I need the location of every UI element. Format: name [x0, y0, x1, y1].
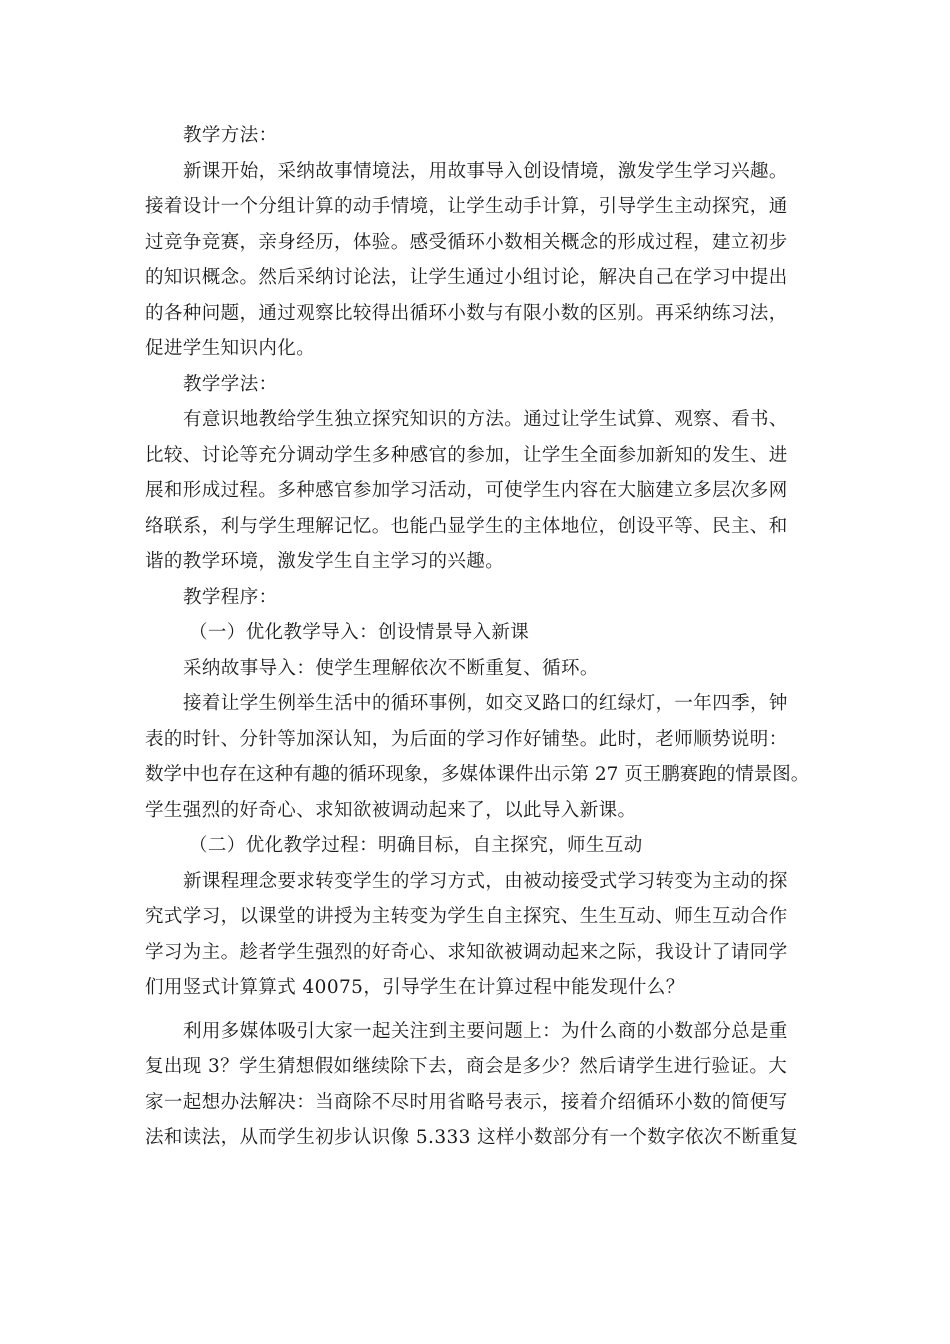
paragraph-line: 们用竖式计算算式 40075，引导学生在计算过程中能发现什么？: [145, 977, 685, 998]
paragraph-line: 展和形成过程。多种感官参加学习活动，可使学生内容在大脑建立多层次多网: [145, 480, 788, 501]
paragraph-line: 家一起想办法解决：当商除不尽时用省略号表示，接着介绍循环小数的简便写: [145, 1091, 788, 1113]
paragraph-line: 接着让学生例举生活中的循环事例，如交叉路口的红绿灯，一年四季，钟: [183, 693, 788, 714]
paragraph-line: 采纳故事导入：使学生理解依次不断重复、循环。: [183, 657, 599, 679]
paragraph-line: 过竞争竞赛，亲身经历，体验。感受循环小数相关概念的形成过程，建立初步: [145, 231, 788, 253]
paragraph-line: 数学中也存在这种有趣的循环现象，多媒体课件出示第 27 页王鹏赛跑的情景图。: [145, 764, 810, 785]
paragraph-line: 比较、讨论等充分调动学生多种感官的参加，让学生全面参加新知的发生、进: [145, 444, 788, 466]
subsection-heading-two: （二）优化教学过程：明确目标，自主探究，师生互动: [189, 835, 643, 856]
paragraph-line: 利用多媒体吸引大家一起关注到主要问题上：为什么商的小数部分总是重: [183, 1020, 788, 1042]
section-heading-teaching-method: 教学方法：: [183, 125, 278, 146]
blank-line: [145, 1006, 825, 1014]
paragraph-line: 有意识地教给学生独立探究知识的方法。通过让学生试算、观察、看书、: [183, 409, 788, 430]
paragraph-line: 学生强烈的好奇心、求知欲被调动起来了，以此导入新课。: [145, 799, 637, 821]
paragraph-line: 接着设计一个分组计算的动手情境，让学生动手计算，引导学生主动探究，通: [145, 196, 788, 217]
paragraph-line: 复出现 3？学生猜想假如继续除下去，商会是多少？然后请学生进行验证。大: [145, 1056, 788, 1077]
paragraph-line: 络联系，利与学生理解记忆。也能凸显学生的主体地位，创设平等、民主、和: [145, 515, 788, 537]
section-heading-learning-method: 教学学法：: [183, 373, 278, 395]
paragraph-line: 法和读法，从而学生初步认识像 5.333 这样小数部分有一个数字依次不断重复: [145, 1127, 799, 1148]
subsection-heading-one: （一）优化教学导入：创设情景导入新课: [189, 622, 530, 643]
paragraph-line: 究式学习，以课堂的讲授为主转变为学生自主探究、生生互动、师生互动合作: [145, 906, 788, 927]
paragraph-line: 的各种问题，通过观察比较得出循环小数与有限小数的区别。再采纳练习法，: [145, 302, 788, 324]
paragraph-line: 表的时针、分针等加深认知，为后面的学习作好铺垫。此时，老师顺势说明：: [145, 728, 788, 750]
paragraph-line: 新课程理念要求转变学生的学习方式，由被动接受式学习转变为主动的探: [183, 870, 788, 892]
document-body: [145, 118, 825, 1156]
paragraph-line: 新课开始，采纳故事情境法，用故事导入创设情境，激发学生学习兴趣。: [183, 160, 788, 182]
paragraph-line: 谐的教学环境，激发学生自主学习的兴趣。: [145, 551, 505, 572]
paragraph-line: 的知识概念。然后采纳讨论法，让学生通过小组讨论，解决自己在学习中提出: [145, 267, 788, 288]
paragraph-line: 促进学生知识内化。: [145, 338, 316, 359]
paragraph-line: 学习为主。趁者学生强烈的好奇心、求知欲被调动起来之际，我设计了请同学: [145, 941, 788, 963]
section-heading-teaching-procedure: 教学程序：: [183, 586, 278, 608]
